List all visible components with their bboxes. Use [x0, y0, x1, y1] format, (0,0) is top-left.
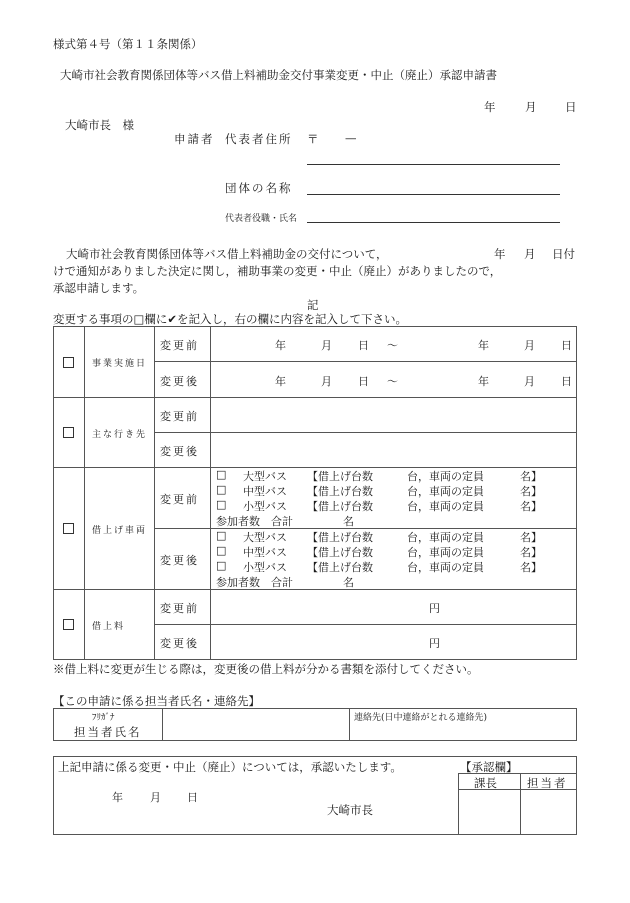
- bus-type-medium: 中型バス: [243, 546, 287, 559]
- bus-count-unit: 台，車両の定員: [407, 485, 484, 498]
- to-day: 日: [561, 339, 572, 352]
- bus-count-label: 【借上げ台数: [307, 561, 373, 574]
- participants-label: 参加者数 合計: [216, 515, 293, 528]
- bus-checkbox[interactable]: □: [216, 529, 227, 542]
- to-year: 年: [478, 339, 489, 352]
- before-label: 変更前: [160, 410, 199, 423]
- to-month: 月: [524, 339, 535, 352]
- form-number: 様式第４号（第１１条関係）: [53, 37, 203, 51]
- item-label-date: 事業実施日: [92, 359, 148, 369]
- item-label-vehicle: 借上げ車両: [92, 526, 148, 536]
- bus-checkbox[interactable]: □: [216, 483, 227, 496]
- postal-dash: —: [345, 131, 357, 145]
- bus-count-unit: 台，車両の定員: [407, 500, 484, 513]
- body-year: 年: [494, 247, 506, 261]
- bus-type-large: 大型バス: [243, 531, 287, 544]
- approval-mayor: 大崎市長: [327, 803, 373, 817]
- contact-phone-field[interactable]: [350, 722, 575, 740]
- instruction: 変更する事項の□欄に✔を記入し，右の欄に内容を記入して下さい。: [53, 312, 407, 326]
- from-year: 年: [275, 375, 286, 388]
- furigana-label: ﾌﾘｶﾞﾅ: [92, 713, 115, 723]
- item-checkbox-date[interactable]: [63, 357, 74, 368]
- item-label-destination: 主な行き先: [92, 430, 148, 440]
- bus-count-label: 【借上げ台数: [307, 500, 373, 513]
- bus-capacity-unit: 名】: [520, 500, 542, 513]
- from-month: 月: [321, 339, 332, 352]
- body-line-2: けで通知がありました決定に関し，補助事業の変更・中止（廃止）がありましたので，: [53, 264, 502, 278]
- addressee: 大崎市長 様: [65, 118, 134, 132]
- item-checkbox-vehicle[interactable]: [63, 523, 74, 534]
- destination-before-field[interactable]: [211, 398, 576, 431]
- from-year: 年: [275, 339, 286, 352]
- item-checkbox-destination[interactable]: [63, 427, 74, 438]
- person-in-charge-label: 担当者: [527, 776, 568, 790]
- bus-capacity-unit: 名】: [520, 485, 542, 498]
- bus-capacity-unit: 名】: [520, 531, 542, 544]
- section-chief-stamp-field[interactable]: [459, 790, 519, 834]
- approval-box-title: 【承認欄】: [460, 760, 518, 774]
- yen-after: 円: [429, 637, 440, 650]
- participants-unit: 名: [343, 515, 354, 528]
- after-label: 変更後: [160, 445, 199, 458]
- attachment-note: ※借上料に変更が生じる際は，変更後の借上料が分かる書類を添付してください。: [53, 662, 479, 676]
- before-label: 変更前: [160, 602, 199, 615]
- rep-label: 代表者役職・氏名: [225, 214, 298, 224]
- range-tilde: ～: [387, 339, 398, 352]
- from-month: 月: [321, 375, 332, 388]
- date-year: 年: [484, 100, 496, 114]
- bus-capacity-unit: 名】: [520, 470, 542, 483]
- destination-after-field[interactable]: [211, 433, 576, 466]
- postal-mark: 〒: [307, 132, 319, 146]
- contact-phone-label: 連絡先(日中連絡がとれる連絡先): [354, 713, 488, 723]
- bus-type-medium: 中型バス: [243, 485, 287, 498]
- ki-heading: 記: [307, 298, 319, 312]
- participants-label: 参加者数 合計: [216, 576, 293, 589]
- after-label: 変更後: [160, 637, 199, 650]
- date-day: 日: [565, 100, 577, 114]
- bus-count-unit: 台，車両の定員: [407, 470, 484, 483]
- bus-type-small: 小型バス: [243, 561, 287, 574]
- item-label-fee: 借上料: [92, 622, 126, 632]
- date-month: 月: [525, 100, 537, 114]
- section-chief-label: 課長: [474, 776, 497, 790]
- org-name-label: 団体の名称: [225, 181, 293, 195]
- bus-capacity-unit: 名】: [520, 561, 542, 574]
- body-month: 月: [524, 247, 536, 261]
- applicant-label: 申請者: [174, 132, 215, 146]
- approval-year: 年: [112, 791, 123, 804]
- range-tilde: ～: [387, 375, 398, 388]
- body-line-3: 承認申請します。: [53, 281, 145, 295]
- bus-checkbox[interactable]: □: [216, 498, 227, 511]
- bus-checkbox[interactable]: □: [216, 559, 227, 572]
- bus-capacity-unit: 名】: [520, 546, 542, 559]
- body-day: 日付: [552, 247, 575, 261]
- address-label: 代表者住所: [225, 132, 293, 146]
- bus-count-unit: 台，車両の定員: [407, 561, 484, 574]
- approval-statement: 上記申請に係る変更・中止（廃止）については，承認いたします。: [58, 760, 402, 774]
- before-label: 変更前: [160, 493, 199, 506]
- after-label: 変更後: [160, 554, 199, 567]
- approval-month: 月: [150, 791, 161, 804]
- bus-count-label: 【借上げ台数: [307, 546, 373, 559]
- bus-checkbox[interactable]: □: [216, 468, 227, 481]
- bus-type-large: 大型バス: [243, 470, 287, 483]
- rep-name-field[interactable]: [307, 222, 560, 223]
- to-month: 月: [524, 375, 535, 388]
- bus-type-small: 小型バス: [243, 500, 287, 513]
- approval-day: 日: [187, 791, 198, 804]
- from-day: 日: [358, 375, 369, 388]
- address-field[interactable]: [307, 164, 560, 165]
- item-checkbox-fee[interactable]: [63, 619, 74, 630]
- body-line-1: 大崎市社会教育関係団体等バス借上料補助金の交付について，: [66, 247, 388, 261]
- from-day: 日: [358, 339, 369, 352]
- yen-before: 円: [429, 602, 440, 615]
- person-in-charge-stamp-field[interactable]: [521, 790, 576, 834]
- org-name-field[interactable]: [307, 194, 560, 195]
- participants-unit: 名: [343, 576, 354, 589]
- bus-count-label: 【借上げ台数: [307, 531, 373, 544]
- contact-name-label: 担当者氏名: [74, 725, 142, 739]
- bus-count-unit: 台，車両の定員: [407, 531, 484, 544]
- contact-heading: 【この申請に係る担当者氏名・連絡先】: [53, 694, 260, 708]
- to-year: 年: [478, 375, 489, 388]
- bus-count-label: 【借上げ台数: [307, 485, 373, 498]
- contact-name-field[interactable]: [163, 709, 348, 740]
- document-title: 大崎市社会教育関係団体等バス借上料補助金交付事業変更・中止（廃止）承認申請書: [60, 68, 497, 82]
- bus-count-label: 【借上げ台数: [307, 470, 373, 483]
- bus-checkbox[interactable]: □: [216, 544, 227, 557]
- bus-count-unit: 台，車両の定員: [407, 546, 484, 559]
- before-label: 変更前: [160, 339, 199, 352]
- after-label: 変更後: [160, 375, 199, 388]
- to-day: 日: [561, 375, 572, 388]
